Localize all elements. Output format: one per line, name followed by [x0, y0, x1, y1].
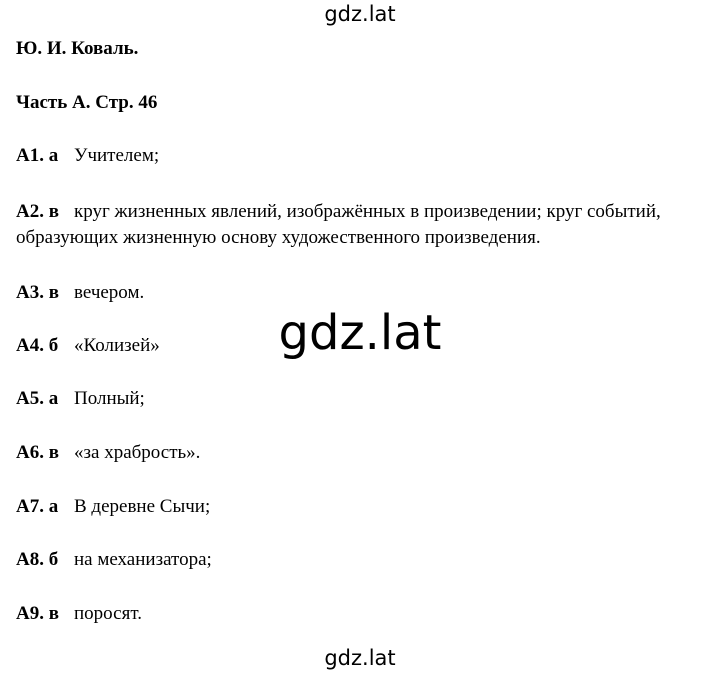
answer-a1	[16, 143, 159, 169]
answer-text: Учителем;	[74, 145, 160, 166]
answer-code: А5. а	[16, 388, 59, 409]
answer-code: А3. в	[16, 282, 59, 303]
answer-a2-continuation: образующих жизненную основу художественного произведения.	[16, 227, 541, 248]
answer-text: «Колизей»	[74, 335, 160, 356]
answer-code: А9. в	[16, 603, 59, 624]
section-heading: Часть А. Стр. 46	[16, 92, 158, 113]
watermark-top: gdz.lat	[324, 2, 396, 26]
answer-a3	[16, 280, 144, 306]
answer-text: вечером.	[74, 282, 145, 303]
author-line: Ю. И. Коваль.	[16, 38, 139, 59]
watermark-middle: gdz.lat	[278, 305, 442, 361]
answer-a9	[16, 601, 142, 627]
watermark-bottom: gdz.lat	[324, 646, 396, 670]
answer-code: А4. б	[16, 335, 59, 356]
answer-code: А7. а	[16, 496, 59, 517]
answer-text: круг жизненных явлений, изображённых в произведении; круг событий,	[74, 201, 661, 222]
answer-a8	[16, 547, 212, 573]
answer-a7	[16, 494, 210, 520]
answer-a6	[16, 440, 200, 466]
answer-code: А2. в	[16, 201, 59, 222]
answer-code: А1. а	[16, 145, 59, 166]
answer-text: «за храбрость».	[74, 442, 201, 463]
answer-a4	[16, 333, 160, 359]
answer-code: А6. в	[16, 442, 59, 463]
answer-code: А8. б	[16, 549, 59, 570]
answer-text: на механизатора;	[74, 549, 212, 570]
answer-a5	[16, 386, 145, 412]
answer-a2	[16, 199, 661, 225]
answer-text: поросят.	[74, 603, 142, 624]
answer-text: В деревне Сычи;	[74, 496, 211, 517]
answer-text: Полный;	[74, 388, 145, 409]
